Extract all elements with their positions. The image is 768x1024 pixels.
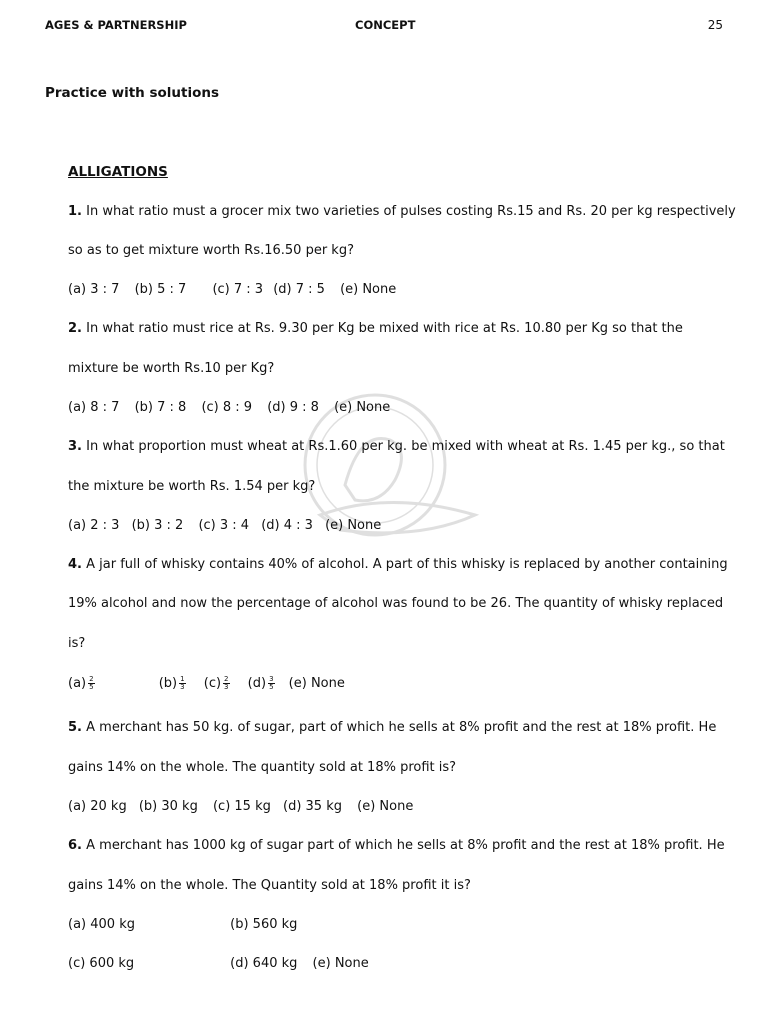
fraction bbox=[268, 676, 274, 691]
option: (e) None bbox=[325, 518, 382, 533]
page-number: 25 bbox=[707, 18, 723, 32]
question-number: 2. bbox=[68, 321, 82, 336]
question-4-line-2: 19% alcohol and now the percentage of alcohol was found to be 26. The quantity of whisky replaced bbox=[68, 596, 724, 611]
option: (c) 15 kg bbox=[212, 799, 271, 814]
option: (b) 3 : 2 bbox=[131, 518, 184, 533]
option: (b) 5 : 7 bbox=[134, 282, 187, 297]
question-4-line-3: is? bbox=[68, 636, 86, 651]
page-header bbox=[45, 18, 723, 34]
question-1-line-2: so as to get mixture worth Rs.16.50 per kg? bbox=[68, 243, 354, 258]
question-4-line-1 bbox=[68, 557, 728, 572]
option: (b) 560 kg bbox=[230, 917, 298, 932]
question-text: A merchant has 1000 kg of sugar part of which he sells at 8% profit and the rest at 18% profit. He bbox=[86, 838, 725, 853]
option: (c) 600 kg bbox=[68, 956, 135, 971]
question-4-options bbox=[68, 676, 356, 691]
option bbox=[68, 676, 95, 691]
fraction-denominator: 3 bbox=[180, 683, 185, 691]
topic-heading: ALLIGATIONS bbox=[68, 164, 168, 180]
option: (c) 3 : 4 bbox=[198, 518, 250, 533]
question-number: 6. bbox=[68, 838, 82, 853]
option: (a) 3 : 7 bbox=[68, 282, 120, 297]
option: (a) 20 kg bbox=[68, 799, 127, 814]
fraction-numerator: 2 bbox=[224, 675, 229, 683]
option: (a) 400 kg bbox=[68, 917, 135, 932]
option: (e) None bbox=[288, 676, 345, 691]
question-1-options bbox=[68, 282, 407, 297]
question-6-line-1 bbox=[68, 838, 725, 853]
fraction-denominator: 5 bbox=[269, 683, 274, 691]
question-5-line-2: gains 14% on the whole. The quantity sold at 18% profit is? bbox=[68, 760, 457, 775]
option: (d) 7 : 5 bbox=[273, 282, 325, 297]
question-2-line-1 bbox=[68, 321, 683, 336]
question-number: 3. bbox=[68, 439, 82, 454]
option: (b) 30 kg bbox=[138, 799, 198, 814]
option: (a) 8 : 7 bbox=[68, 400, 120, 415]
option: (d) 640 kg bbox=[230, 956, 298, 971]
option: (a) 2 : 3 bbox=[68, 518, 120, 533]
option-label: (b) bbox=[158, 676, 178, 691]
question-text: In what ratio must a grocer mix two varieties of pulses costing Rs.15 and Rs. 20 per kg respectively bbox=[86, 204, 736, 219]
question-text: In what ratio must rice at Rs. 9.30 per Kg be mixed with rice at Rs. 10.80 per Kg so that the bbox=[86, 321, 683, 336]
option: (c) 8 : 9 bbox=[201, 400, 253, 415]
fraction-numerator: 2 bbox=[89, 675, 94, 683]
header-section: CONCEPT bbox=[355, 18, 416, 32]
option: (e) None bbox=[340, 282, 397, 297]
watermark-seal-icon bbox=[300, 390, 480, 560]
question-3-line-2: the mixture be worth Rs. 1.54 per kg? bbox=[68, 479, 316, 494]
question-6-line-2: gains 14% on the whole. The Quantity sold at 18% profit it is? bbox=[68, 878, 471, 893]
question-6-options-row-2 bbox=[68, 956, 380, 971]
fraction bbox=[179, 676, 185, 691]
option: (c) 7 : 3 bbox=[212, 282, 264, 297]
question-6-options-row-1 bbox=[68, 917, 297, 932]
section-title: Practice with solutions bbox=[45, 85, 220, 101]
question-3-line-1 bbox=[68, 439, 725, 454]
fraction bbox=[88, 676, 94, 691]
option-label: (c) bbox=[203, 676, 222, 691]
fraction-denominator: 3 bbox=[224, 683, 229, 691]
question-text: In what proportion must wheat at Rs.1.60 per kg. be mixed with wheat at Rs. 1.45 per kg., so that bbox=[86, 439, 725, 454]
question-3-options bbox=[68, 518, 392, 533]
question-number: 1. bbox=[68, 204, 82, 219]
question-1-line-1 bbox=[68, 204, 736, 219]
question-5-line-1 bbox=[68, 720, 716, 735]
header-chapter: AGES & PARTNERSHIP bbox=[45, 18, 187, 32]
fraction-numerator: 3 bbox=[269, 675, 274, 683]
question-number: 4. bbox=[68, 557, 82, 572]
option: (d) 35 kg bbox=[283, 799, 342, 814]
option: (d) 4 : 3 bbox=[261, 518, 313, 533]
question-number: 5. bbox=[68, 720, 82, 735]
question-2-line-2: mixture be worth Rs.10 per Kg? bbox=[68, 361, 275, 376]
option bbox=[248, 676, 275, 691]
fraction bbox=[223, 676, 229, 691]
option-label: (d) bbox=[247, 676, 267, 691]
option bbox=[159, 676, 186, 691]
option: (e) None bbox=[357, 799, 414, 814]
option bbox=[204, 676, 230, 691]
question-5-options bbox=[68, 799, 424, 814]
option: (d) 9 : 8 bbox=[267, 400, 319, 415]
fraction-numerator: 1 bbox=[180, 675, 185, 683]
fraction-denominator: 5 bbox=[89, 683, 94, 691]
option-label: (a) bbox=[68, 676, 87, 691]
question-text: A jar full of whisky contains 40% of alcohol. A part of this whisky is replaced by another containing bbox=[86, 557, 728, 572]
question-text: A merchant has 50 kg. of sugar, part of which he sells at 8% profit and the rest at 18% profit. He bbox=[86, 720, 717, 735]
question-2-options bbox=[68, 400, 401, 415]
option: (e) None bbox=[312, 956, 369, 971]
option: (e) None bbox=[334, 400, 391, 415]
option: (b) 7 : 8 bbox=[134, 400, 187, 415]
